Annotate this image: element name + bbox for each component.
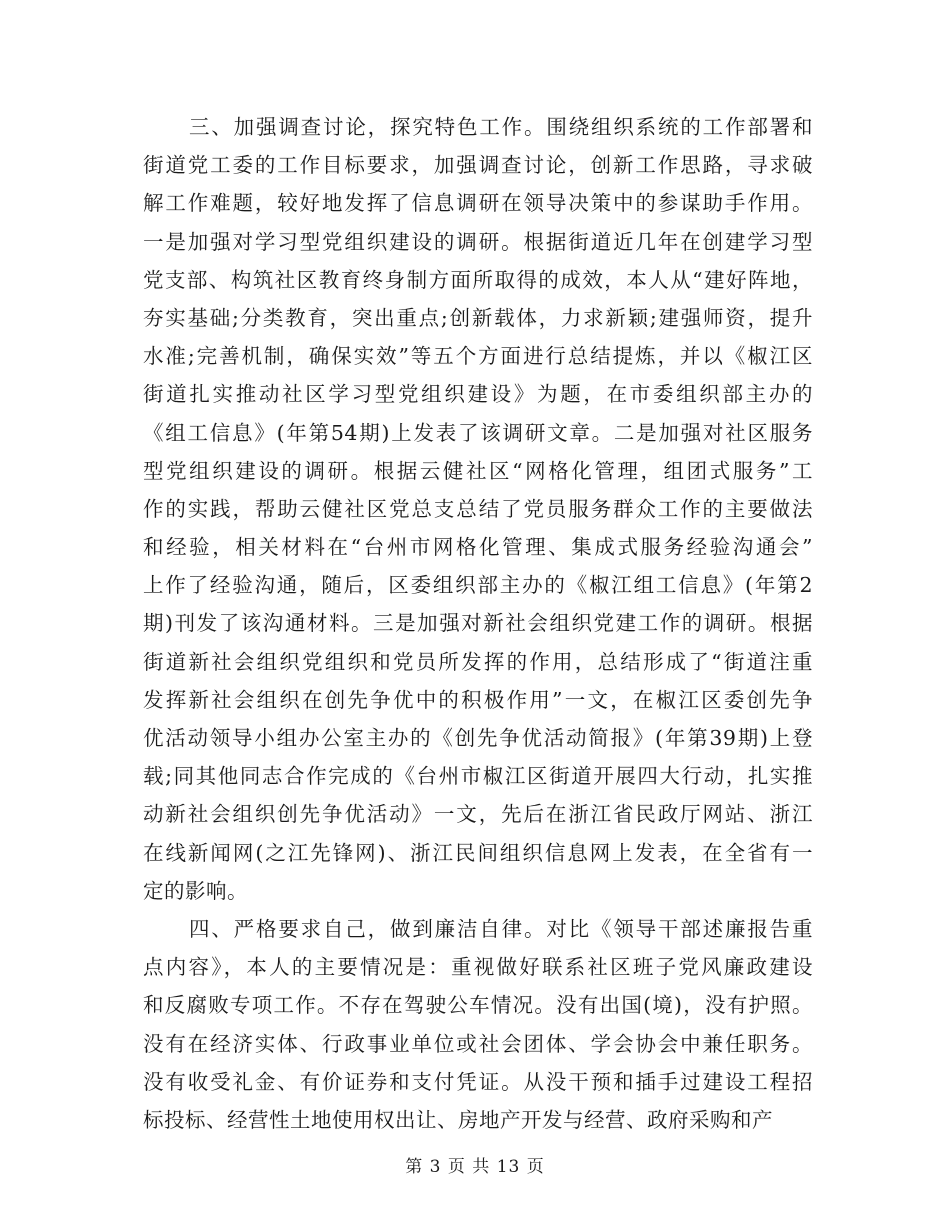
text-line: 型党组织建设的调研。根据云健社区“网格化管理，组团式服务”工 — [143, 458, 813, 483]
text-line: 解工作难题，较好地发挥了信息调研在领导决策中的参谋助手作用。 — [143, 191, 813, 216]
text-line: 定的影响。 — [143, 878, 248, 903]
text-line: 街道扎实推动社区学习型党组织建设》为题，在市委组织部主办的 — [143, 382, 813, 407]
text-line: 四、严格要求自己，做到廉洁自律。对比《领导干部述廉报告重 — [189, 916, 813, 941]
text-line: 没有在经济实体、行政事业单位或社会团体、学会协会中兼任职务。 — [143, 1031, 813, 1056]
text-line: 水准;完善机制，确保实效”等五个方面进行总结提炼，并以《椒江区 — [143, 344, 813, 369]
text-line: 和经验，相关材料在“台州市网格化管理、集成式服务经验沟通会” — [143, 535, 813, 560]
paragraph — [143, 910, 813, 1139]
text-line: 和反腐败专项工作。不存在驾驶公车情况。没有出国(境)，没有护照。 — [143, 993, 813, 1018]
text-line: 《组工信息》(年第54期)上发表了该调研文章。二是加强对社区服务 — [143, 420, 813, 445]
text-line: 街道党工委的工作目标要求，加强调查讨论，创新工作思路，寻求破 — [143, 153, 813, 178]
text-line: 作的实践，帮助云健社区党总支总结了党员服务群众工作的主要做法 — [143, 496, 813, 521]
text-line: 一是加强对学习型党组织建设的调研。根据街道近几年在创建学习型 — [143, 229, 813, 254]
text-line: 优活动领导小组办公室主办的《创先争优活动简报》(年第39期)上登 — [143, 726, 813, 750]
text-line: 没有收受礼金、有价证券和支付凭证。从没干预和插手过建设工程招 — [143, 1069, 813, 1094]
text-line: 动新社会组织创先争优活动》一文，先后在浙江省民政厅网站、浙江 — [143, 802, 813, 827]
text-line: 上作了经验沟通，随后，区委组织部主办的《椒江组工信息》(年第2 — [143, 573, 813, 598]
text-line: 标投标、经营性土地使用权出让、房地产开发与经营、政府采购和产 — [143, 1107, 773, 1132]
text-line: 夯实基础;分类教育，突出重点;创新载体，力求新颖;建强师资，提升 — [143, 305, 813, 330]
text-line: 期)刊发了该沟通材料。三是加强对新社会组织党建工作的调研。根据 — [143, 611, 813, 636]
page-footer: 第 3 页 共 13 页 — [405, 1157, 545, 1177]
text-line: 点内容》，本人的主要情况是：重视做好联系社区班子党风廉政建设 — [143, 955, 813, 980]
paragraph — [143, 108, 813, 910]
text-line: 三、加强调查讨论，探究特色工作。围绕组织系统的工作部署和 — [189, 115, 813, 139]
text-line: 街道新社会组织党组织和党员所发挥的作用，总结形成了“街道注重 — [143, 649, 813, 674]
text-line: 在线新闻网(之江先锋网)、浙江民间组织信息网上发表，在全省有一 — [143, 840, 813, 865]
text-line: 载;同其他同志合作完成的《台州市椒江区街道开展四大行动，扎实推 — [143, 764, 813, 789]
text-line: 党支部、构筑社区教育终身制方面所取得的成效，本人从“建好阵地， — [143, 267, 813, 292]
text-line: 发挥新社会组织在创先争优中的积极作用”一文，在椒江区委创先争 — [143, 687, 813, 712]
document-body — [143, 108, 813, 1139]
